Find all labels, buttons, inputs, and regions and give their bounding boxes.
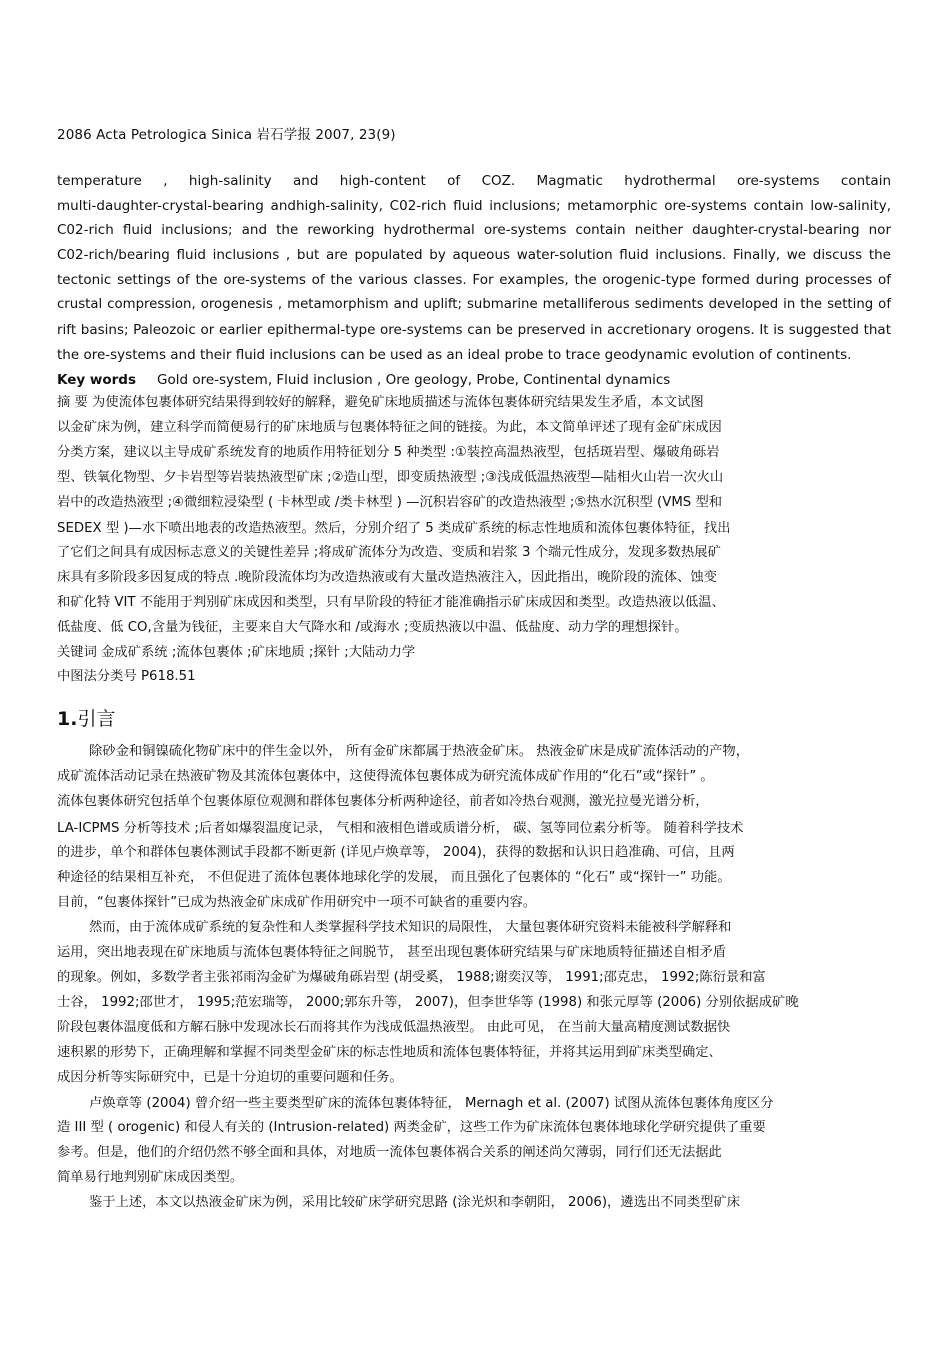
keywords-cn: 关键词 金成矿系统 ;流体包裹体 ;矿床地质 ;探针 ;大陆动力学 xyxy=(57,645,416,660)
body-line-15: 卢焕章等 (2004) 曾介绍一些主要类型矿床的流体包裹体特征， Mernagh et al. (2007) 试图从流体包裹体角度区分 xyxy=(89,1096,774,1111)
body-line-5: 的进步，单个和群体包裹体测试手段都不断更新 (详见卢焕章等， 2004)，获得的数据和认识日趋准确、可信，且两 xyxy=(57,845,735,860)
body-line-6: 种途径的结果相互补充， 不但促进了流体包裹体地球化学的发展， 而且强化了包裹体的 “化石” 或“探针一” 功能。 xyxy=(57,870,731,885)
abstract-en-line-5: tectonic settings of the ore-systems of the various classes. For examples, the orogenic-type formed during processes of xyxy=(57,272,891,288)
body-line-3: 流体包裹体研究包括单个包裹体原位观测和群体包裹体分析两种途径，前者如冷热台观测，激光拉曼光谱分析， xyxy=(57,794,709,809)
keywords-en xyxy=(57,370,891,390)
body-line-19: 鉴于上述，本文以热液金矿床为例，采用比较矿床学研究思路 (涂光炽和李朝阳， 2006)，遴选出不同类型矿床 xyxy=(89,1195,741,1210)
abstract-en-line-3: C02-rich fluid inclusions; and the reworking hydrothermal ore-systems contain neither daughter-crystal-bearing nor xyxy=(57,222,891,238)
section-number: 1. xyxy=(57,708,78,730)
body-line-7: 目前，“包裹体探针”已成为热液金矿床成矿作用研究中一项不可缺省的重要内容。 xyxy=(57,895,537,910)
abstract-en-line-2: multi-daughter-crystal-bearing andhigh-salinity, C02-rich fluid inclusions; metamorphic ore-systems contain low-salinity, xyxy=(57,198,891,214)
body-line-16: 造 III 型 ( orogenic) 和侵人有关的 (Intrusion-related) 两类金矿，这些工作为矿床流体包裹体地球化学研究提供了重要 xyxy=(57,1120,766,1135)
abstract-cn-line-8: 床具有多阶段多因复成的特点 .晚阶段流体均为改造热液或有大量改造热液注入，因此指出，晚阶段的流体、蚀变 xyxy=(57,570,717,585)
abstract-en-line-8: the ore-systems and their fluid inclusions can be used as an ideal probe to trace geodynamic evolution of continents. xyxy=(57,347,852,363)
abstract-en-line-1: temperature , high-salinity and high-content of COZ. Magmatic hydrothermal ore-systems contain xyxy=(57,173,891,189)
abstract-cn-line-1: 摘 要 为使流体包裹体研究结果得到较好的解释，避免矿床地质描述与流体包裹体研究结果发生矛盾，本文试图 xyxy=(57,395,704,410)
body-line-1: 除砂金和铜镍硫化物矿床中的伴生金以外， 所有金矿床都属于热液金矿床。 热液金矿床是成矿流体活动的产物， xyxy=(89,744,749,759)
body-line-2: 成矿流体活动记录在热液矿物及其流体包裹体中，这使得流体包裹体成为研究流体成矿作用的“化石”或“探针” 。 xyxy=(57,769,714,784)
body-line-13: 速积累的形势下，正确理解和掌握不同类型金矿床的标志性地质和流体包裹体特征，并将其运用到矿床类型确定、 xyxy=(57,1045,722,1060)
keywords-text: Gold ore-system, Fluid inclusion , Ore geology, Probe, Continental dynamics xyxy=(157,372,671,388)
abstract-cn-line-3: 分类方案，建议以主导成矿系统发育的地质作用特征划分 5 种类型 :①装控高温热液型，包括斑岩型、爆破角砾岩 xyxy=(57,445,720,460)
section-heading xyxy=(57,704,115,731)
body-line-18: 简单易行地判别矿床成因类型。 xyxy=(57,1170,244,1185)
abstract-en-line-4: C02-rich/bearing fluid inclusions , but are populated by aqueous water-solution fluid inclusions. Finally, we discuss the xyxy=(57,247,891,263)
body-line-11: 士谷， 1992;邵世才， 1995;范宏瑞等， 2000;郭东升等， 2007)，但李世华等 (1998) 和张元厚等 (2006) 分别依据成矿晚 xyxy=(57,995,799,1010)
abstract-cn-line-4: 型、铁氧化物型、夕卡岩型等岩装热液型矿床 ;②造山型，即变质热液型 ;③浅成低温热液型—陆相火山岩一次火山 xyxy=(57,470,724,485)
running-header: 2086 Acta Petrologica Sinica 岩石学报 2007, 23(9) xyxy=(57,127,396,143)
abstract-cn-line-7: 了它们之间具有成因标志意义的关键性差异 ;将成矿流体分为改造、变质和岩浆 3 个端元性成分，发现多数热展矿 xyxy=(57,545,721,560)
body-line-9: 运用，突出地表现在矿床地质与流体包裹体特征之间脱节， 甚至出现包裹体研究结果与矿床地质特征描述自相矛盾 xyxy=(57,945,727,960)
body-line-17: 参考。但是，他们的介绍仍然不够全面和具体，对地质一流体包裹体祸合关系的阐述尚欠薄弱，同行们还无法据此 xyxy=(57,1145,722,1160)
keywords-label: Key words xyxy=(57,372,136,388)
body-line-8: 然而，由于流体成矿系统的复杂性和人类掌握科学技术知识的局限性， 大量包裹体研究资料未能被科学解释和 xyxy=(89,920,732,935)
body-line-4: LA-ICPMS 分析等技术 ;后者如爆裂温度记录， 气相和液相色谱或质谱分析， 碳、氢等同位素分析等。 随着科学技术 xyxy=(57,821,744,836)
abstract-cn-line-6: SEDEX 型 )—水下喷出地表的改造热液型。然后，分别介绍了 5 类成矿系统的标志性地质和流体包裹体特征，找出 xyxy=(57,521,731,536)
classification-number: 中图法分类号 P618.51 xyxy=(57,669,196,684)
body-line-12: 阶段包裹体温度低和方解石脉中发现冰长石而将其作为浅成低温热液型。 由此可见， 在当前大量高精度测试数据快 xyxy=(57,1020,731,1035)
abstract-cn-line-10: 低盐度、低 CO,含量为钱征，主要来自大气降水和 /或海水 ;变质热液以中温、低盐度、动力学的理想探针。 xyxy=(57,620,688,635)
abstract-en-line-6: crustal compression, orogenesis , metamorphism and uplift; submarine metalliferous sediments developed in the setting of xyxy=(57,297,891,312)
body-line-14: 成因分析等实际研究中，已是十分迫切的重要问题和任务。 xyxy=(57,1070,403,1085)
abstract-cn-line-5: 岩中的改造热液型 ;④微细粒浸染型 ( 卡林型或 /类卡林型 ) —沉积岩容矿的改造热液型 ;⑤热水沉积型 (VMS 型和 xyxy=(57,495,723,510)
section-title: 引言 xyxy=(77,708,116,730)
abstract-en-line-7: rift basins; Paleozoic or earlier epithermal-type ore-systems can be preserved in accretionary orogens. It is suggested that xyxy=(57,322,891,338)
abstract-cn-line-2: 以金矿床为例，建立科学而简便易行的矿床地质与包裹体特征之间的链接。为此，本文简单评述了现有金矿床成因 xyxy=(57,420,722,435)
body-line-10: 的现象。例如，多数学者主张祁雨沟金矿为爆破角砾岩型 (胡受奚， 1988;谢奕汉等， 1991;邵克忠， 1992;陈衍景和富 xyxy=(57,970,766,985)
abstract-cn-line-9: 和矿化特 VIT 不能用于判别矿床成因和类型，只有早阶段的特征才能准确指示矿床成因和类型。改造热液以低温、 xyxy=(57,595,725,610)
